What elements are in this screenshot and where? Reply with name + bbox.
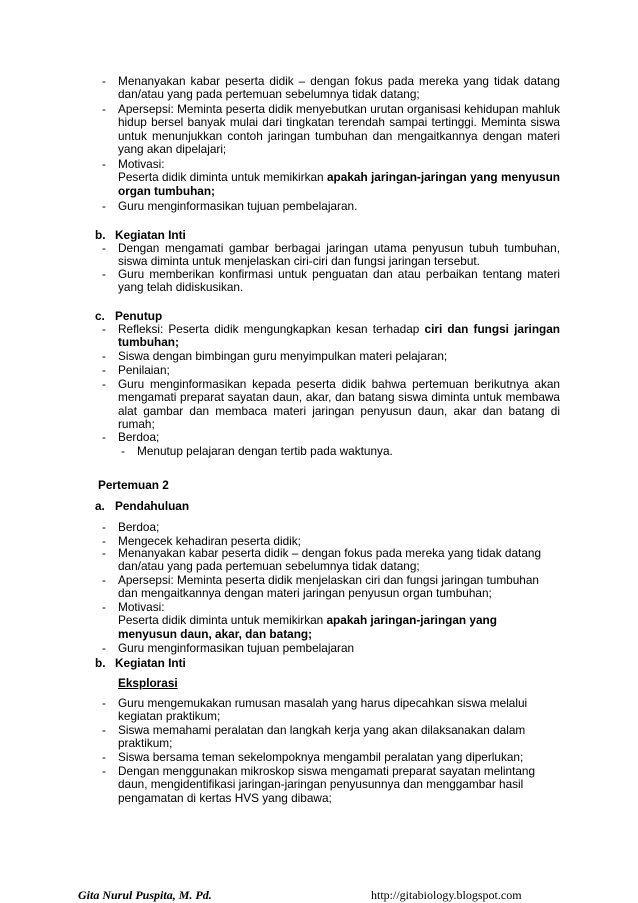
list-item: - Menanyakan kabar peserta didik – dengan fokus pada mereka yang tidak datang dan/atau yang pada pertemuan sebelumnya tidak datang; [102,74,560,102]
meeting-title: Pertemuan 2 [98,478,169,492]
bullet-dash: - [102,363,106,377]
bullet-dash: - [102,520,106,534]
bullet-dash: - [102,241,106,255]
bullet-dash: - [102,199,106,213]
list-item: - Guru menginformasikan tujuan pembelajaran. [102,199,358,213]
list-item: - Siswa memahami peralatan dan langkah kerja yang akan dilaksanakan dalam praktikum; [102,723,526,751]
list-item: - Penilaian; [102,363,170,377]
bullet-dash: - [102,696,106,710]
list-item: - Dengan mengamati gambar berbagai jaringan utama penyusun tubuh tumbuhan, siswa diminta untuk menjelaskan ciri-ciri dan fungsi jaringan tersebut. [102,241,560,269]
list-item: - Menutup pelajaran dengan tertib pada waktunya. [121,444,393,458]
list-item: - Guru menginformasikan kepada peserta didik bahwa pertemuan berikutnya akan mengamati preparat sayatan daun, akar, dan batang siswa diminta untuk membawa alat gambar dan membaca materi jaringan penyusun daun, akar dan batang di rumah; [102,377,560,432]
bullet-dash: - [102,74,106,88]
section-heading: a. Pendahuluan [95,499,190,513]
list-item: - Dengan menggunakan mikroskop siswa mengamati preparat sayatan melintang daun, mengidentifikasi jaringan-jaringan penyusunnya dan menggambar hasil pengamatan di kertas HVS yang dibawa; [102,764,536,805]
list-item: - Motivasi: Peserta didik diminta untuk memikirkan apakah jaringan-jaringan yang menyusun organ tumbuhan; [102,157,561,198]
list-item: - Siswa bersama teman sekelompoknya mengambil peralatan yang diperlukan; [102,750,524,764]
bullet-dash: - [102,430,106,444]
bullet-dash: - [102,573,106,587]
list-item: - Berdoa; [102,430,160,444]
bullet-dash: - [102,322,106,336]
list-item: - Menanyakan kabar peserta didik – dengan fokus pada mereka yang tidak datang dan/atau yang pada pertemuan sebelumnya tidak datang; [102,546,542,574]
footer-url[interactable]: http://gitabiology.blogspot.com [371,888,522,902]
bullet-dash: - [102,723,106,737]
bullet-dash: - [102,546,106,560]
list-item: - Apersepsi: Meminta peserta didik menyebutkan urutan organisasi kehidupan mahluk hidup bersel banyak mulai dari tingkatan terendah sampai tertinggi. Meminta siswa untuk menunjukkan contoh jaringan tumbuhan dan mengaitkannya dengan materi yang akan dipelajari; [102,102,560,157]
bullet-dash: - [121,444,125,458]
subsection-heading: Eksplorasi [118,676,178,690]
section-heading: b. Kegiatan Inti [95,656,186,670]
list-item: - Guru memberikan konfirmasi untuk penguatan dan atau perbaikan tentang materi yang telah didiskusikan. [102,267,560,295]
list-item: - Apersepsi: Meminta peserta didik menjelaskan ciri dan fungsi jaringan tumbuhan dan mengaitkannya dengan materi jaringan penyusun organ tumbuhan; [102,573,539,601]
footer-author: Gita Nurul Puspita, M. Pd. [78,888,212,902]
section-heading: c. Penutup [95,309,163,323]
bullet-dash: - [102,641,106,655]
list-item: - Guru mengemukakan rumusan masalah yang harus dipecahkan siswa melalui kegiatan praktikum; [102,696,528,724]
bullet-dash: - [102,600,106,614]
list-item: - Refleksi: Peserta didik mengungkapkan kesan terhadap ciri dan fungsi jaringan tumbuhan; [102,322,560,350]
bullet-dash: - [102,102,106,116]
list-item: - Guru menginformasikan tujuan pembelajaran [102,641,355,655]
list-item: - Motivasi: Peserta didik diminta untuk memikirkan apakah jaringan-jaringan yang menyusun daun, akar, dan batang; [102,600,497,641]
list-item: - Siswa dengan bimbingan guru menyimpulkan materi pelajaran; [102,349,448,363]
list-item: - Mengecek kehadiran peserta didik; [102,534,301,548]
section-heading: b. Kegiatan Inti [95,228,186,242]
bullet-dash: - [102,750,106,764]
bullet-dash: - [102,267,106,281]
bullet-dash: - [102,349,106,363]
bullet-dash: - [102,534,106,548]
bullet-dash: - [102,377,106,391]
bullet-dash: - [102,157,106,171]
list-item: - Berdoa; [102,520,160,534]
bullet-dash: - [102,764,106,778]
